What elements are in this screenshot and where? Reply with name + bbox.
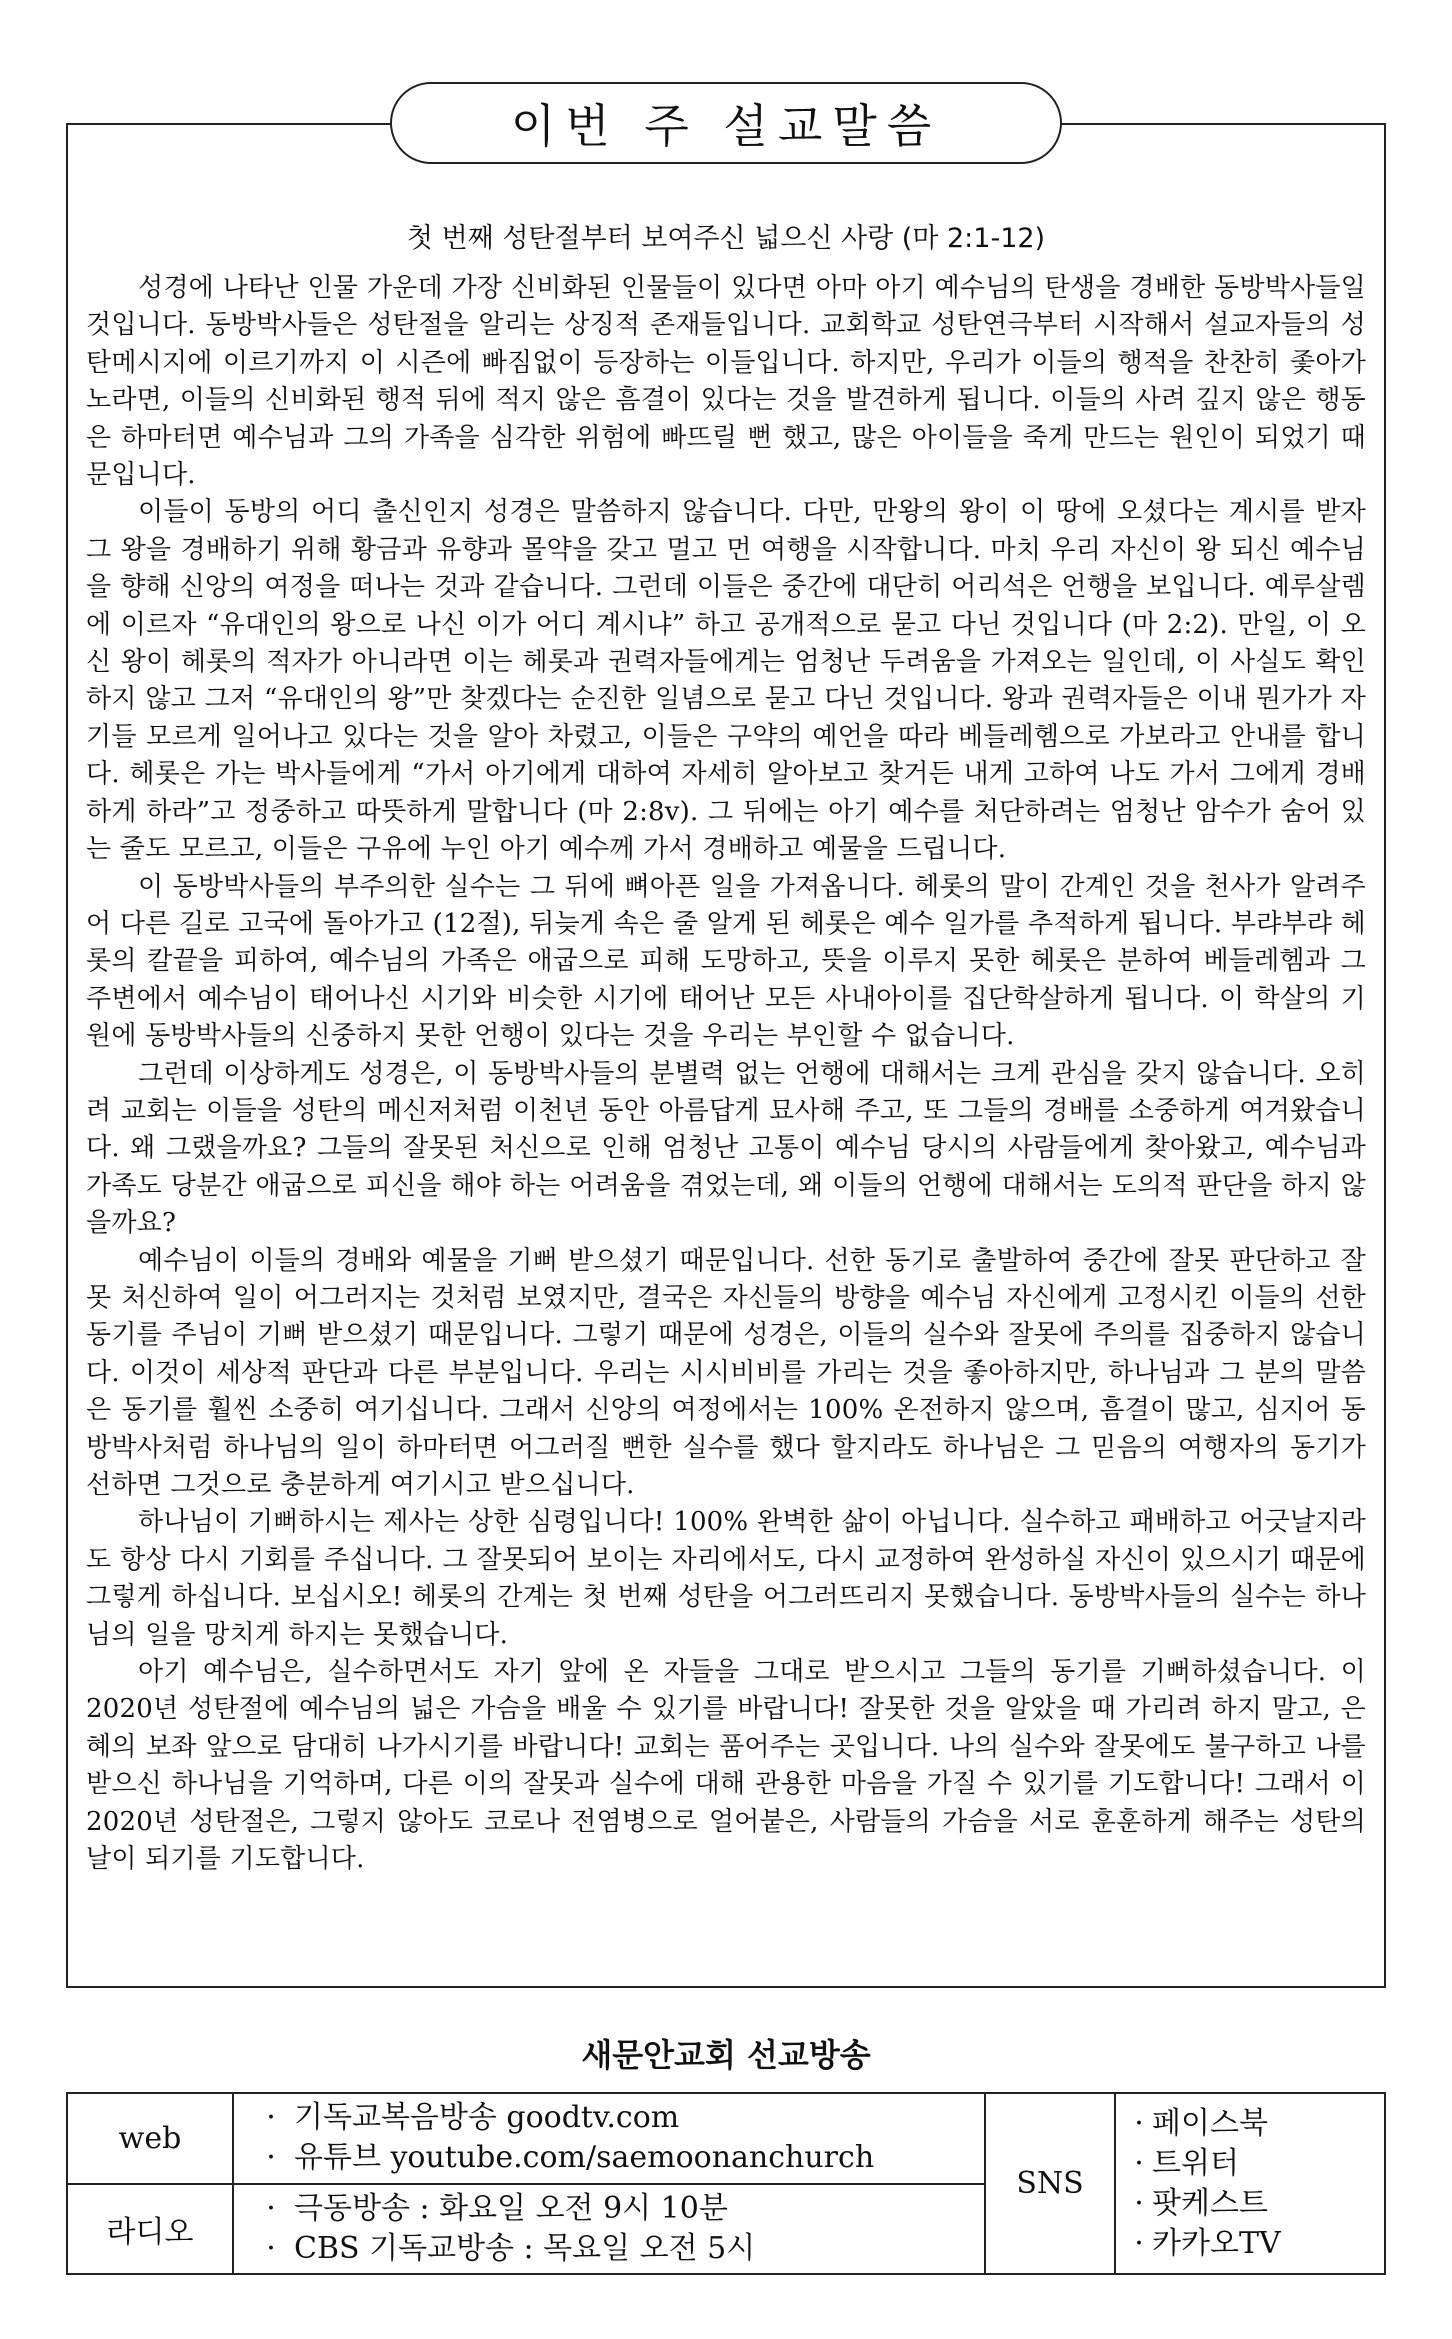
list-item <box>248 2098 984 2138</box>
sns-item-kakaotv: 카카오TV <box>1152 2225 1281 2261</box>
bullet-icon: · <box>1134 2185 1144 2221</box>
sermon-paragraph: 그런데 이상하게도 성경은, 이 동방박사들의 분별력 없는 언행에 대해서는 크게 관심을 갖지 않습니다. 오히려 교회는 이들을 성탄의 메신저처럼 이천년 동안 아름답게 묘사해 주고, 또 그들의 경배를 소중하게 여겨왔습니다. 왜 그랬을까요? 그들의 잘못된 처신으로 인해 엄청난 고통이 예수님 당시의 사람들에게 찾아왔고, 예수님과 가족도 당분간 애굽으로 피신을 해야 하는 어려움을 겪었는데, 왜 이들의 언행에 대해서는 도의적 판단을 하지 않을까요? <box>86 1058 1366 1239</box>
radio-items <box>233 2184 985 2275</box>
list-item <box>248 2229 984 2269</box>
web-items <box>233 2093 985 2184</box>
sns-item-twitter: 트위터 <box>1152 2145 1239 2181</box>
sns-item-facebook: 페이스북 <box>1152 2105 1268 2141</box>
radio-item-febc: 극동방송 : 화요일 오전 9시 10분 <box>294 2190 728 2226</box>
list-item <box>248 2189 984 2229</box>
list-item <box>248 2138 984 2178</box>
web-label: web <box>67 2093 233 2184</box>
web-item-goodtv: 기독교복음방송 goodtv.com <box>294 2100 680 2136</box>
bullet-icon: · <box>266 2140 276 2176</box>
radio-label: 라디오 <box>67 2184 233 2275</box>
bullet-icon: · <box>1134 2145 1144 2181</box>
web-item-youtube: 유튜브 youtube.com/saemoonanchurch <box>294 2140 875 2176</box>
sns-item-podcast: 팟케스트 <box>1152 2185 1268 2221</box>
broadcast-title: 새문안교회 선교방송 <box>581 2036 871 2074</box>
bullet-icon: · <box>266 2100 276 2136</box>
sns-items <box>1115 2093 1385 2274</box>
bullet-icon: · <box>266 2230 276 2266</box>
list-item <box>1126 2104 1384 2144</box>
bullet-icon: · <box>1134 2105 1144 2141</box>
page-title: 이번 주 설교말씀 <box>510 99 942 153</box>
sermon-paragraph: 하나님이 기뻐하시는 제사는 상한 심령입니다! 100% 완벽한 삶이 아닙니다. 실수하고 패배하고 어긋날지라도 항상 다시 기회를 주십니다. 그 잘못되어 보이는 자리에서도, 다시 교정하여 완성하실 자신이 있으시기 때문에 그렇게 하십니다. 보십시오! 헤롯의 간계는 첫 번째 성탄을 어그러뜨리지 못했습니다. 동방박사들의 실수는 하나님의 일을 망치게 하지는 못했습니다. <box>86 1507 1366 1650</box>
sermon-paragraph: 이들이 동방의 어디 출신인지 성경은 말씀하지 않습니다. 다만, 만왕의 왕이 이 땅에 오셨다는 계시를 받자 그 왕을 경배하기 위해 황금과 유향과 몰약을 갖고 멀고 먼 여행을 시작합니다. 마치 우리 자신이 왕 되신 예수님을 향해 신앙의 여정을 떠나는 것과 같습니다. 그런데 이들은 중간에 대단히 어리석은 언행을 보입니다. 예루살렘에 이르자 “유대인의 왕으로 나신 이가 어디 계시냐” 하고 공개적으로 묻고 다닌 것입니다 (마 2:2). 만일, 이 오신 왕이 헤롯의 적자가 아니라면 이는 헤롯과 권력자들에게는 엄청난 두려움을 가져오는 일인데, 이 사실도 확인하지 않고 그저 “유대인의 왕”만 찾겠다는 순진한 일념으로 묻고 다닌 것입니다. 왕과 권력자들은 이내 뭔가가 자기들 모르게 일어나고 있다는 것을 알아 차렸고, 이들은 구약의 예언을 따라 베들레헴으로 가보라고 안내를 합니다. 헤롯은 가는 박사들에게 “가서 아기에게 대하여 자세히 알아보고 찾거든 내게 고하여 나도 가서 그에게 경배하게 하라”고 정중하고 따뜻하게 말합니다 (마 2:8v). 그 뒤에는 아기 예수를 처단하려는 엄청난 암수가 숨어 있는 줄도 모르고, 이들은 구유에 누인 아기 예수께 가서 경배하고 예물을 드립니다. <box>86 497 1366 865</box>
list-item <box>1126 2144 1384 2184</box>
table-row <box>67 2093 1385 2184</box>
list-item <box>1126 2184 1384 2224</box>
sermon-paragraph: 예수님이 이들의 경배와 예물을 기뻐 받으셨기 때문입니다. 선한 동기로 출발하여 중간에 잘못 판단하고 잘못 처신하여 일이 어그러지는 것처럼 보였지만, 결국은 자신들의 방향을 예수님 자신에게 고정시킨 이들의 선한 동기를 주님이 기뻐 받으셨기 때문입니다. 그렇기 때문에 성경은, 이들의 실수와 잘못에 주의를 집중하지 않습니다. 이것이 세상적 판단과 다른 부분입니다. 우리는 시시비비를 가리는 것을 좋아하지만, 하나님과 그 분의 말씀은 동기를 훨씬 소중히 여기십니다. 그래서 신앙의 여정에서는 100% 온전하지 않으며, 흠결이 많고, 심지어 동방박사처럼 하나님의 일이 하마터면 어그러질 뻔한 실수를 했다 할지라도 하나님은 그 믿음의 여행자의 동기가 선하면 그것으로 충분하게 여기시고 받으십니다. <box>86 1245 1366 1500</box>
sermon-paragraph: 아기 예수님은, 실수하면서도 자기 앞에 온 자들을 그대로 받으시고 그들의 동기를 기뻐하셨습니다. 이 2020년 성탄절에 예수님의 넓은 가슴을 배울 수 있기를 바랍니다! 잘못한 것을 알았을 때 가리려 하지 말고, 은혜의 보좌 앞으로 담대히 나가시기를 바랍니다! 교회는 품어주는 곳입니다. 나의 실수와 잘못에도 불구하고 나를 받으신 하나님을 기억하며, 다른 이의 잘못과 실수에 대해 관용한 마음을 가질 수 있기를 기도합니다! 그래서 이 2020년 성탄절은, 그렇지 않아도 코로나 전염병으로 얼어붙은, 사람들의 가슴을 서로 훈훈하게 해주는 성탄의 날이 되기를 기도합니다. <box>86 1657 1366 1875</box>
radio-item-cbs: CBS 기독교방송 : 목요일 오전 5시 <box>294 2230 756 2266</box>
header-title-badge <box>390 82 1062 164</box>
bullet-icon: · <box>1134 2225 1144 2261</box>
sns-label: SNS <box>985 2093 1115 2274</box>
sermon-paragraph: 성경에 나타난 인물 가운데 가장 신비화된 인물들이 있다면 아마 아기 예수님의 탄생을 경배한 동방박사들일 것입니다. 동방박사들은 성탄절을 알리는 상징적 존재들입니다. 교회학교 성탄연극부터 시작해서 설교자들의 성탄메시지에 이르기까지 이 시즌에 빠짐없이 등장하는 이들입니다. 하지만, 우리가 이들의 행적을 찬찬히 좇아가노라면, 이들의 신비화된 행적 뒤에 적지 않은 흠결이 있다는 것을 발견하게 됩니다. 이들의 사려 깊지 않은 행동은 하마터면 예수님과 그의 가족을 심각한 위험에 빠뜨릴 뻔 했고, 많은 아이들을 죽게 만드는 원인이 되었기 때문입니다. <box>86 273 1366 491</box>
list-item <box>1126 2224 1384 2264</box>
sermon-title: 첫 번째 성탄절부터 보여주신 넓으신 사랑 (마 2:1-12) <box>406 223 1046 254</box>
sermon-body <box>86 270 1366 1878</box>
sermon-paragraph: 이 동방박사들의 부주의한 실수는 그 뒤에 뼈아픈 일을 가져옵니다. 헤롯의 말이 간계인 것을 천사가 알려주어 다른 길로 고국에 돌아가고 (12절), 뒤늦게 속은 줄 알게 된 헤롯은 예수 일가를 추적하게 됩니다. 부랴부랴 헤롯의 칼끝을 피하여, 예수님의 가족은 애굽으로 피해 도망하고, 뜻을 이루지 못한 헤롯은 분하여 베들레헴과 그 주변에서 예수님이 태어나신 시기와 비슷한 시기에 태어난 모든 사내아이를 집단학살하게 됩니다. 이 학살의 기원에 동방박사들의 신중하지 못한 언행이 있다는 것을 우리는 부인할 수 없습니다. <box>86 871 1366 1052</box>
bullet-icon: · <box>266 2190 276 2226</box>
broadcast-table <box>66 2092 1386 2275</box>
